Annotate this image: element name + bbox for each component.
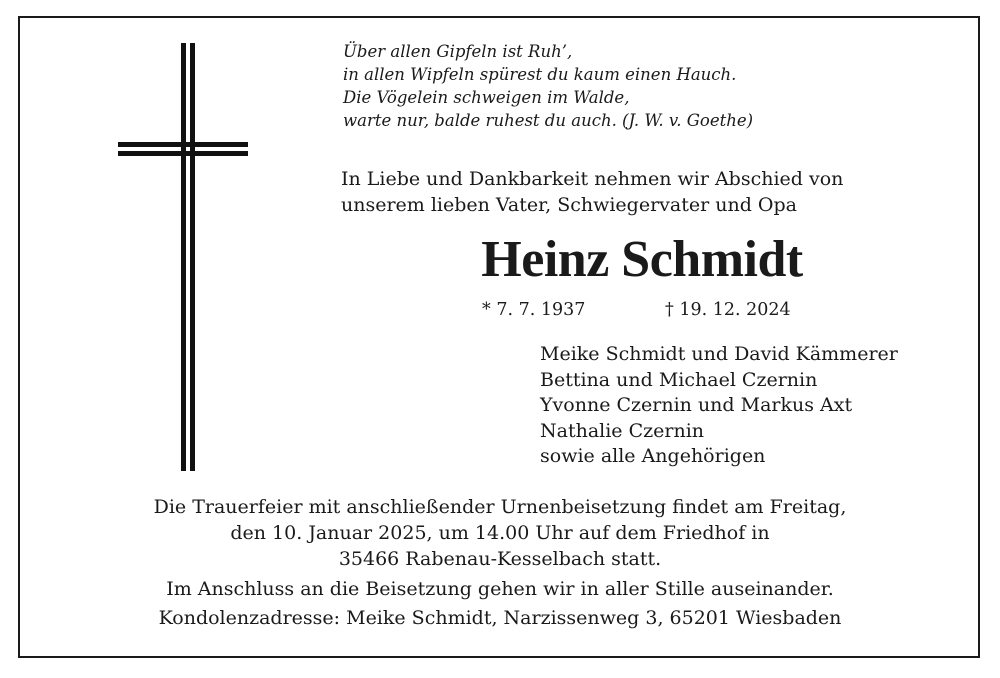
family-member: Yvonne Czernin und Markus Axt (540, 394, 853, 416)
family-member: Nathalie Czernin (540, 419, 705, 442)
cross-icon (118, 43, 248, 471)
family-member: Bettina und Michael Czernin (540, 368, 818, 391)
death-date: † 19. 12. 2024 (665, 300, 791, 320)
ceremony-line: Die Trauerfeier mit anschließender Urnenbeisetzung findet am Freitag, (153, 496, 847, 518)
poem-line: Die Vögelein schweigen im Walde, (343, 88, 630, 107)
poem-line: warte nur, balde ruhest du auch. (J. W. v. Goethe) (343, 111, 754, 130)
intro-line: In Liebe und Dankbarkeit nehmen wir Abschied von (341, 168, 844, 190)
family-list (540, 342, 898, 470)
poem-line: Über allen Gipfeln ist Ruh’, (343, 42, 573, 61)
ceremony-line: 35466 Rabenau-Kesselbach statt. (338, 548, 662, 570)
ceremony-details (100, 494, 900, 572)
birth-date: * 7. 7. 1937 (482, 300, 586, 320)
poem-line: in allen Wipfeln spürest du kaum einen Hauch. (343, 65, 737, 84)
deceased-name: Heinz Schmidt (481, 231, 803, 288)
goethe-poem (343, 40, 753, 132)
farewell-note: Im Anschluss an die Beisetzung gehen wir in aller Stille auseinander. (166, 578, 834, 600)
farewell-intro (341, 166, 843, 218)
condolence-address: Kondolenzadresse: Meike Schmidt, Narzissenweg 3, 65201 Wiesbaden (158, 607, 842, 629)
intro-line: unserem lieben Vater, Schwiegervater und Opa (341, 194, 797, 216)
family-member: sowie alle Angehörigen (540, 445, 766, 467)
family-member: Meike Schmidt und David Kämmerer (540, 343, 898, 365)
ceremony-line: den 10. Januar 2025, um 14.00 Uhr auf dem Friedhof in (230, 522, 770, 544)
